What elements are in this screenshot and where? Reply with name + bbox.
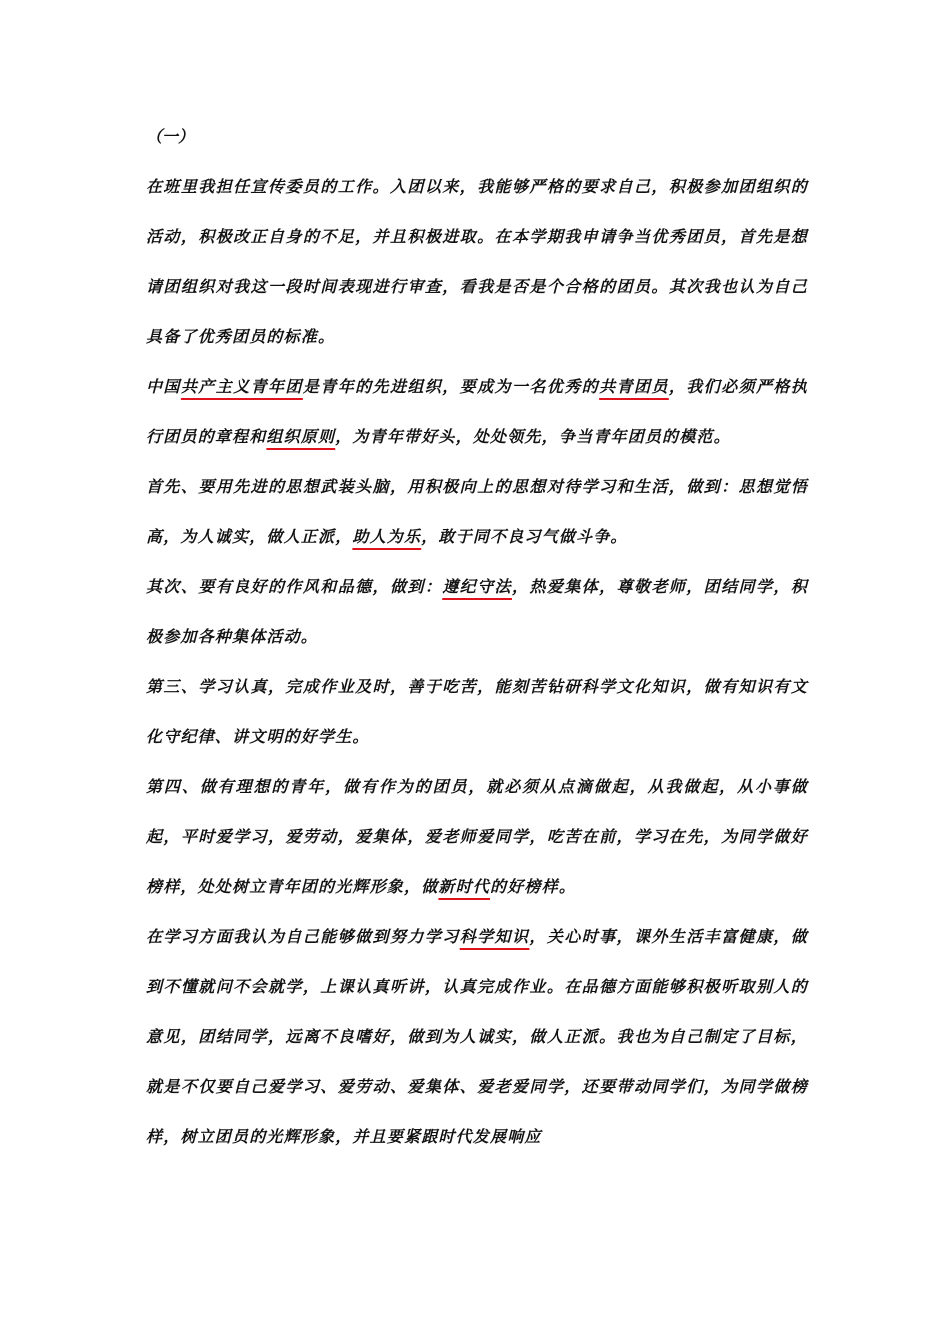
section-heading: （一） <box>146 127 195 146</box>
body-paragraph <box>146 162 808 362</box>
underlined-term: 共产主义青年团 <box>180 377 303 396</box>
paragraph-list <box>146 162 808 1162</box>
underlined-term: 新时代 <box>438 877 491 896</box>
body-paragraph <box>146 362 808 462</box>
body-paragraph <box>146 662 808 762</box>
body-paragraph <box>146 912 808 1162</box>
underlined-term: 遵纪守法 <box>442 577 512 596</box>
underlined-term: 助人为乐 <box>352 527 422 546</box>
body-paragraph <box>146 762 808 912</box>
paragraph-text: 是青年的先进组织，要成为一名优秀的 <box>302 377 600 396</box>
underlined-term: 科学知识 <box>459 927 530 946</box>
paragraph-text: ，敢于同不良习气做斗争。 <box>421 527 628 546</box>
underlined-term: 组织原则 <box>266 427 336 446</box>
paragraph-text: 第四、做有理想的青年，做有作为的团员，就必须从点滴做起，从我做起，从小事做起，平时爱学习，爱劳动，爱集体，爱老师爱同学，吃苦在前，学习在先，为同学做好榜样，处处树立青年团的光辉形象，做 <box>146 777 808 896</box>
paragraph-text: ，为青年带好头，处处领先，争当青年团员的模范。 <box>335 427 731 446</box>
paragraph-text: 在学习方面我认为自己能够做到努力学习 <box>146 927 460 946</box>
body-paragraph <box>146 562 808 662</box>
body-paragraph <box>146 462 808 562</box>
paragraph-text: 中国 <box>146 377 181 396</box>
paragraph-text: 在班里我担任宣传委员的工作。入团以来，我能够严格的要求自己，积极参加团组织的活动，积极改正自身的不足，并且积极进取。在本学期我申请争当优秀团员，首先是想请团组织对我这一段时间表现进行审查，看我是否是个合格的团员。其次我也认为自己具备了优秀团员的标准。 <box>146 177 808 346</box>
paragraph-text: ，关心时事，课外生活丰富健康，做到不懂就问不会就学，上课认真听讲，认真完成作业。在品德方面能够积极听取别人的意见，团结同学，远离不良嗜好，做到为人诚实，做人正派。我也为自己制定了目标，就是不仅要自己爱学习、爱劳动、爱集体、爱老爱同学，还要带动同学们，为同学做榜样，树立团员的光辉形象，并且要紧跟时代发展响应 <box>146 927 809 1146</box>
paragraph-text: 首先、要用先进的思想武装头脑，用积极向上的思想对待学习和生活，做到：思想觉悟高，为人诚实，做人正派， <box>146 477 808 546</box>
underlined-term: 共青团员 <box>599 377 669 396</box>
paragraph-text: 其次、要有良好的作风和品德，做到： <box>146 577 443 596</box>
paragraph-text: ，热爱集体，尊敬老师，团结同学，积极参加各种集体活动。 <box>146 577 808 646</box>
paragraph-text: ，我们必须严格执行团员的章程和 <box>146 377 808 446</box>
document-page <box>146 112 808 1162</box>
paragraph-text: 的好榜样。 <box>490 877 577 896</box>
paragraph-text: 第三、学习认真，完成作业及时，善于吃苦，能刻苦钻研科学文化知识，做有知识有文化守纪律、讲文明的好学生。 <box>146 677 808 746</box>
